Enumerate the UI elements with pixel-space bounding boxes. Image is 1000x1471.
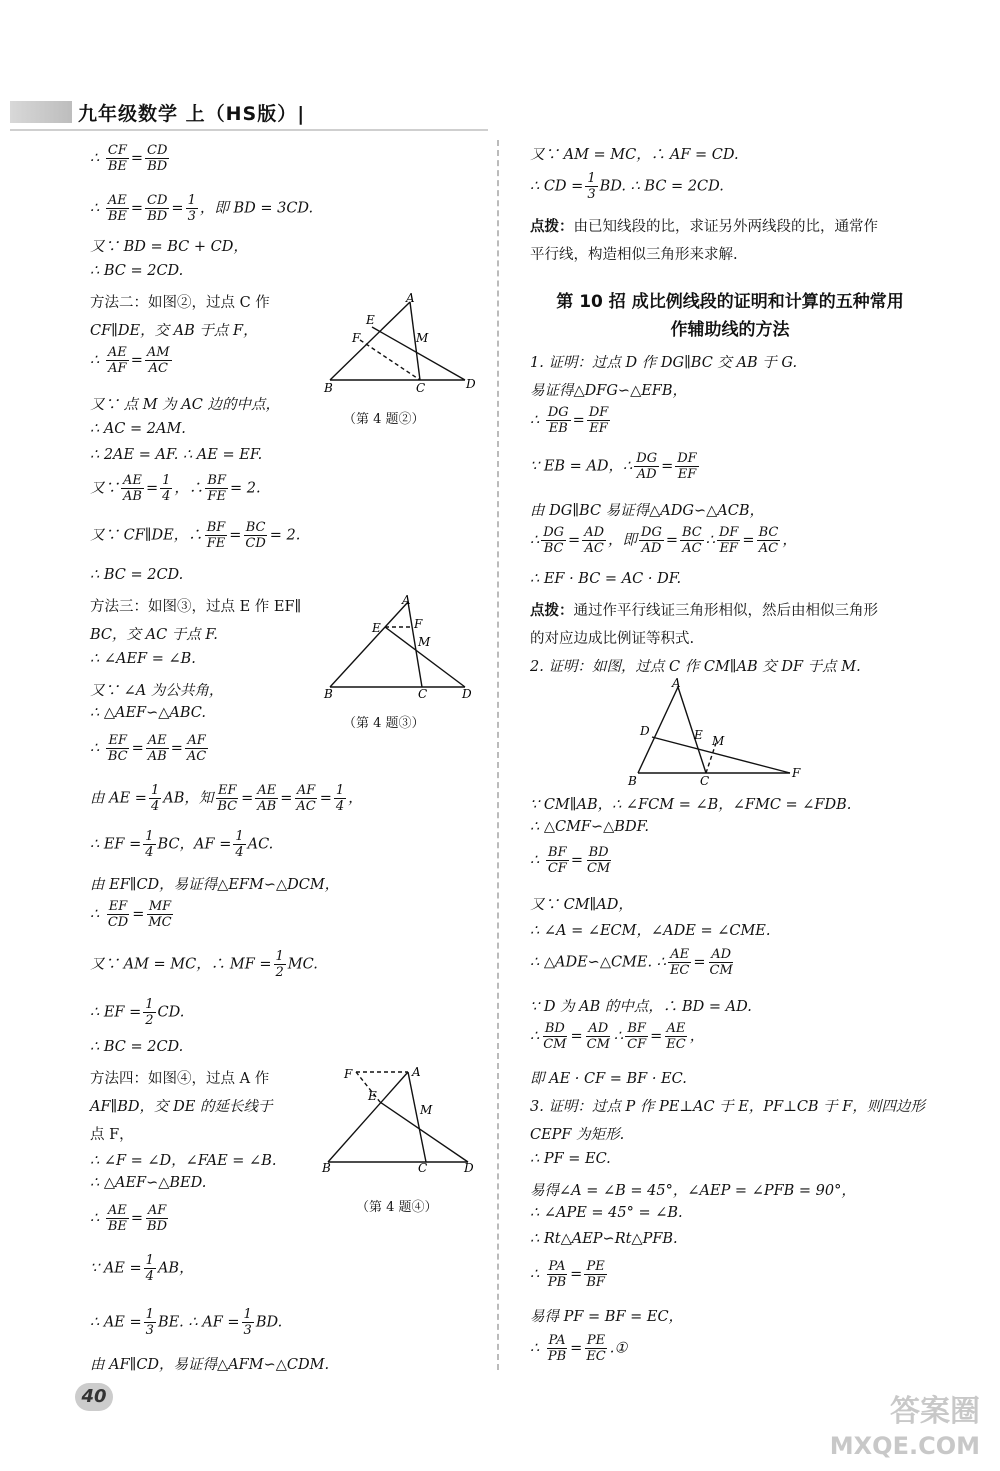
line: ∵ CM∥AB，∴ ∠FCM = ∠B，∠FMC = ∠FDB. (530, 797, 852, 813)
line: 点 F， (90, 1127, 134, 1143)
watermark: 答案圈 MXQE.COM (829, 1394, 980, 1460)
svg-text:M: M (418, 635, 431, 649)
line: 点拨：由已知线段的比，求证另外两线段的比，通常作 (530, 218, 878, 235)
line: ∴ BC = 2CD. (90, 1039, 184, 1055)
line: CF∥DE，交 AB 于点 F， (90, 323, 258, 339)
line: BC，交 AC 于点 F. (90, 627, 218, 643)
line: 由 AF∥CD，易证得△AFM∽△CDM. (90, 1357, 330, 1373)
svg-text:F: F (792, 766, 801, 780)
line: ∴ $\frac{AE}{BE}$ = $\frac{CD}{BD}$ = $\frac{1}{3}$ ，即 BD = 3CD. (90, 193, 314, 224)
svg-text:F: F (352, 331, 361, 345)
svg-text:B: B (324, 687, 333, 701)
line: ∴ Rt△AEP∽Rt△PFB. (530, 1231, 678, 1247)
line: ∴ BC = 2CD. (90, 263, 184, 279)
figure-4-4 (318, 1062, 483, 1174)
column-divider (497, 140, 499, 1370)
line: 又∵ CM∥AD， (530, 897, 633, 913)
svg-text:C: C (700, 774, 710, 788)
line: 由 EF∥CD，易证得△EFM∽△DCM， (90, 877, 340, 893)
line: ∴ EF · BC = AC · DF. (530, 571, 682, 587)
line: 方法三：如图③，过点 E 作 EF∥ (90, 599, 302, 615)
line: ∴ EF = $\frac{1}{4}$ BC，AF = $\frac{1}{4}$ AC. (90, 829, 274, 860)
figure-caption: （第 4 题②） (343, 412, 425, 427)
svg-text:F: F (344, 1067, 353, 1081)
svg-text:D: D (464, 1161, 474, 1174)
svg-text:A: A (402, 593, 411, 607)
line: ∴ BC = 2CD. (90, 567, 184, 583)
line: 即 AE · CF = BF · EC. (530, 1071, 687, 1087)
line: ∴ ∠F = ∠D，∠FAE = ∠B. (90, 1153, 277, 1169)
line: ∴ $\frac{BD}{CM}$ = $\frac{AD}{CM}$ ∴ $\frac{BF}{CF}$ = $\frac{AE}{EC}$ ， (530, 1021, 705, 1052)
line: 又∵ AM = MC，∴ MF = $\frac{1}{2}$ MC. (90, 949, 318, 980)
svg-text:D: D (640, 724, 650, 738)
line: 又∵ $\frac{AE}{AB}$ = $\frac{1}{4}$ ，∴ $\frac{BF}{FE}$ = 2. (90, 473, 261, 504)
line: 易得 PF = BF = EC， (530, 1309, 684, 1325)
figure-caption: （第 4 题④） (356, 1200, 438, 1215)
line: AF∥BD，交 DE 的延长线于 (90, 1099, 273, 1115)
svg-text:D: D (466, 377, 476, 391)
line: ∴ △ADE∽△CME. ∴ $\frac{AE}{EC}$ = $\frac{AD}{CM}$ (530, 947, 733, 978)
line: ∴ $\frac{PA}{PB}$ = $\frac{PE}{EC}$ .① (530, 1333, 628, 1364)
line: 又∵ 点 M 为 AC 边的中点， (90, 397, 280, 413)
svg-text:A: A (412, 1065, 421, 1079)
line: ∴ EF = $\frac{1}{2}$ CD. (90, 997, 185, 1028)
line: 易证得△DFG∽△EFB， (530, 383, 688, 399)
section-title: 作辅助线的方法 (670, 320, 790, 340)
line: 又∵ AM = MC，∴ AF = CD. (530, 147, 739, 163)
line: 1. 证明：过点 D 作 DG∥BC 交 AB 于 G. (530, 355, 798, 371)
line: ∴ $\frac{EF}{BC}$ = $\frac{AE}{AB}$ = $\frac{AF}{AC}$ (90, 733, 207, 764)
line: 由 DG∥BC 易证得△ADG∽△ACB， (530, 503, 764, 519)
line: ∴ $\frac{BF}{CF}$ = $\frac{BD}{CM}$ (530, 845, 611, 876)
line: ∴ △CMF∽△BDF. (530, 819, 649, 835)
svg-text:C: C (418, 1161, 428, 1174)
line: ∴ 2AE = AF. ∴ AE = EF. (90, 447, 263, 463)
line: ∴ ∠AEF = ∠B. (90, 651, 196, 667)
section-title: 第 10 招 成比例线段的证明和计算的五种常用 (556, 292, 904, 312)
svg-text:B: B (324, 381, 333, 395)
line: ∴ ∠APE = 45° = ∠B. (530, 1205, 683, 1221)
figure-4-3 (320, 592, 480, 702)
line: ∴ AC = 2AM. (90, 421, 186, 437)
line: 3. 证明：过点 P 作 PE⊥AC 于 E，PF⊥CB 于 F，则四边形 (530, 1099, 925, 1115)
line: ∴ PF = EC. (530, 1151, 611, 1167)
line: 的对应边成比例证等积式. (530, 631, 695, 647)
line: 方法二：如图②，过点 C 作 (90, 295, 270, 311)
line: ∴ AE = $\frac{1}{3}$ BE. ∴ AF = $\frac{1}{3}$ BD. (90, 1307, 283, 1338)
line: 平行线，构造相似三角形来求解. (530, 247, 738, 263)
svg-text:B: B (628, 774, 637, 788)
svg-text:A: A (672, 676, 681, 690)
line: ∴ $\frac{CF}{BE}$ = $\frac{CD}{BD}$ (90, 143, 168, 174)
line: ∴ $\frac{EF}{CD}$ = $\frac{MF}{MC}$ (90, 899, 172, 930)
line: ∴ ∠A = ∠ECM，∠ADE = ∠CME. (530, 923, 771, 939)
line: 又∵ CF∥DE，∴ $\frac{BF}{FE}$ = $\frac{BC}{CD}$ = 2. (90, 520, 301, 551)
svg-text:E: E (694, 728, 703, 742)
figure-problem-2 (620, 675, 810, 790)
line: 又∵ ∠A 为公共角， (90, 683, 224, 699)
line: ∴ △AEF∽△ABC. (90, 705, 206, 721)
book-title: 九年级数学 上（HS版）| (78, 102, 306, 125)
svg-text:E: E (372, 621, 381, 635)
line: ∴ $\frac{AE}{AF}$ = $\frac{AM}{AC}$ (90, 345, 170, 376)
figure-4-2 (320, 292, 480, 397)
line: ∵ EB = AD，∴ $\frac{DG}{AD}$ = $\frac{DF}{EF}$ (530, 451, 697, 482)
line: ∴ $\frac{DG}{EB}$ = $\frac{DF}{EF}$ (530, 405, 609, 436)
svg-text:M: M (416, 331, 429, 345)
line: 2. 证明：如图，过点 C 作 CM∥AB 交 DF 于点 M. (530, 659, 861, 675)
line: CEPF 为矩形. (530, 1127, 625, 1143)
line: 点拨：通过作平行线证三角形相似，然后由相似三角形 (530, 602, 878, 619)
line: ∴ △AEF∽△BED. (90, 1175, 207, 1191)
line: 易得∠A = ∠B = 45°，∠AEP = ∠PFB = 90°， (530, 1183, 856, 1199)
svg-text:M: M (420, 1103, 433, 1117)
line: 由 AE = $\frac{1}{4}$ AB，知 $\frac{EF}{BC}$ = $\frac{AE}{AB}$ = $\frac{AF}{AC}$ = $\frac{1}{4}$ ， (90, 783, 363, 814)
page-header (10, 95, 305, 129)
line: ∴ $\frac{AE}{BE}$ = $\frac{AF}{BD}$ (90, 1203, 168, 1234)
header-rule (10, 129, 488, 131)
svg-text:M: M (712, 734, 725, 748)
svg-text:B: B (322, 1161, 331, 1174)
line: ∵ D 为 AB 的中点，∴ BD = AD. (530, 999, 752, 1015)
svg-text:E: E (368, 1089, 377, 1103)
page-number: 40 (75, 1383, 113, 1411)
line: ∵ AE = $\frac{1}{4}$ AB， (90, 1253, 194, 1284)
svg-text:F: F (414, 617, 423, 631)
line: 又∵ BD = BC + CD， (90, 239, 248, 255)
header-bar (10, 101, 72, 123)
line: ∴ CD = $\frac{1}{3}$ BD. ∴ BC = 2CD. (530, 171, 724, 202)
svg-text:A: A (406, 292, 415, 305)
line: ∴ $\frac{DG}{BC}$ = $\frac{AD}{AC}$ ，即 $\frac{DG}{AD}$ = $\frac{BC}{AC}$ ∴ $\frac{DF}{EF}$ = $\frac{BC}{AC}$ ， (530, 525, 797, 556)
svg-text:C: C (418, 687, 428, 701)
figure-caption: （第 4 题③） (343, 716, 425, 731)
line: 方法四：如图④，过点 A 作 (90, 1071, 270, 1087)
svg-text:E: E (366, 313, 375, 327)
svg-text:C: C (416, 381, 426, 395)
svg-text:D: D (462, 687, 472, 701)
line: ∴ $\frac{PA}{PB}$ = $\frac{PE}{BF}$ (530, 1259, 605, 1290)
